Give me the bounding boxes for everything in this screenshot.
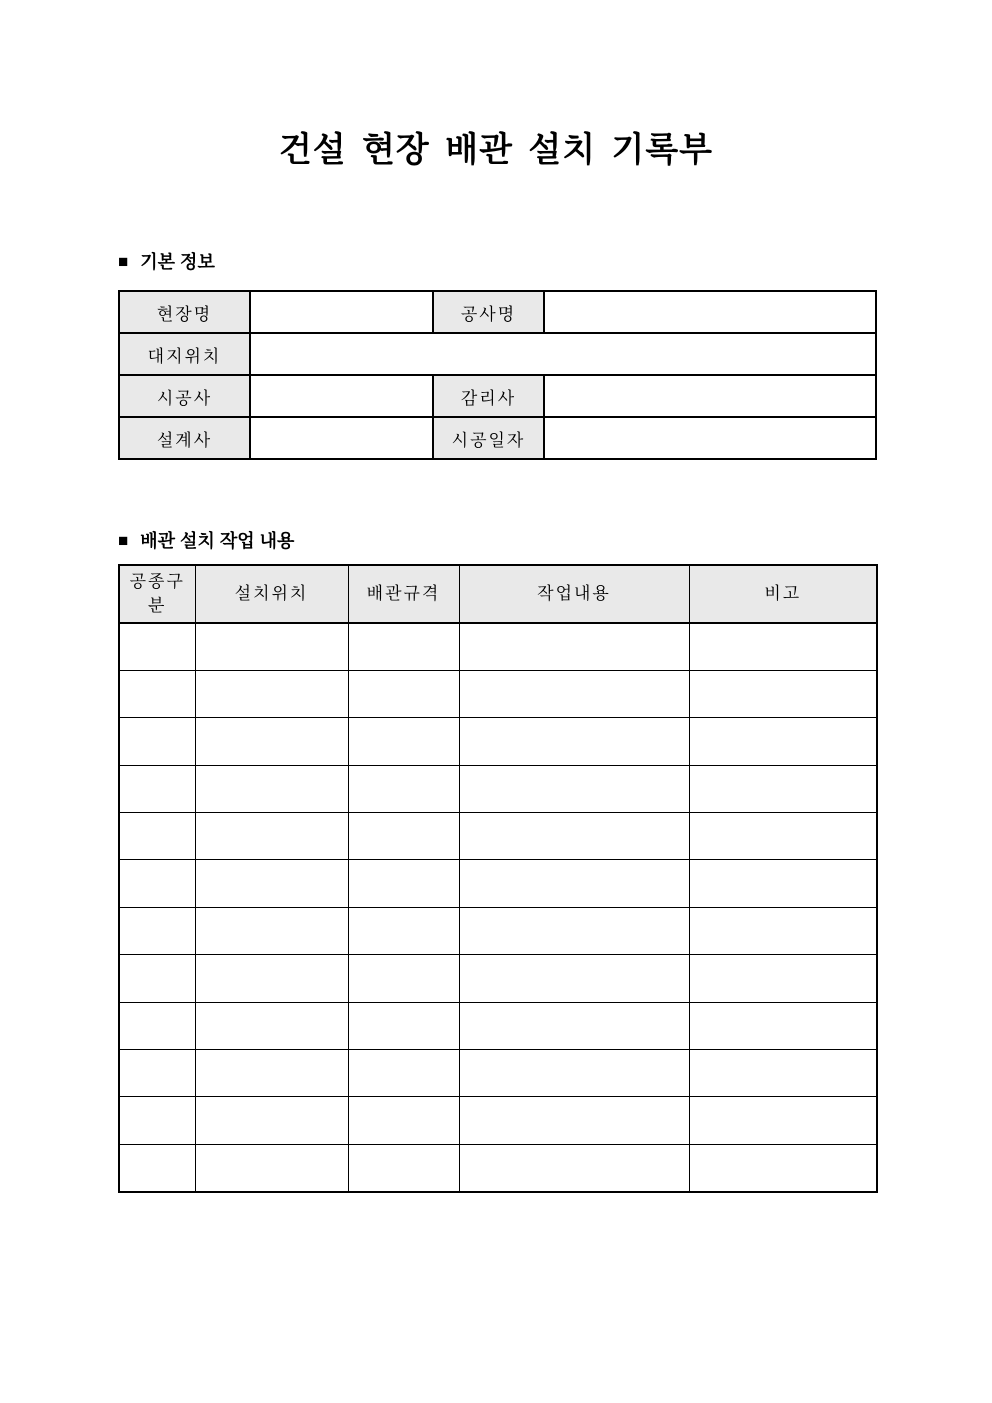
col-header-remarks: 비고: [689, 565, 877, 623]
col-header-install-location: 설치위치: [195, 565, 348, 623]
work-table-cell[interactable]: [119, 813, 195, 860]
work-table-cell[interactable]: [195, 907, 348, 954]
supervisor-label: 감리사: [433, 375, 544, 417]
work-table-cell[interactable]: [119, 670, 195, 717]
work-table-cell[interactable]: [119, 718, 195, 765]
work-table-cell[interactable]: [195, 1097, 348, 1144]
construction-name-label: 공사명: [433, 291, 544, 333]
work-table-cell[interactable]: [689, 955, 877, 1002]
work-table-cell[interactable]: [459, 1097, 689, 1144]
construction-date-value[interactable]: [544, 417, 876, 459]
work-table-row: [119, 623, 877, 670]
basic-info-row: [119, 417, 876, 459]
work-table-cell[interactable]: [689, 907, 877, 954]
col-header-work-content: 작업내용: [459, 565, 689, 623]
work-table-row: [119, 1050, 877, 1097]
work-table-cell[interactable]: [348, 1050, 459, 1097]
work-table-cell[interactable]: [348, 670, 459, 717]
work-table-cell[interactable]: [348, 1002, 459, 1049]
work-table-cell[interactable]: [459, 1144, 689, 1191]
work-table-cell[interactable]: [459, 670, 689, 717]
basic-info-row: [119, 333, 876, 375]
work-table-cell[interactable]: [119, 765, 195, 812]
work-table-cell[interactable]: [195, 670, 348, 717]
work-table-cell[interactable]: [689, 860, 877, 907]
work-table-row: [119, 670, 877, 717]
work-table-cell[interactable]: [348, 1097, 459, 1144]
work-table-row: [119, 765, 877, 812]
work-table-row: [119, 1097, 877, 1144]
work-table-cell[interactable]: [459, 1002, 689, 1049]
work-table-cell[interactable]: [348, 1144, 459, 1191]
work-table-cell[interactable]: [459, 813, 689, 860]
black-square-icon: ■: [118, 252, 129, 271]
work-table-row: [119, 1144, 877, 1191]
work-table-cell[interactable]: [689, 1050, 877, 1097]
constructor-value[interactable]: [250, 375, 433, 417]
work-table-cell[interactable]: [689, 1097, 877, 1144]
basic-info-row: [119, 375, 876, 417]
work-table-cell[interactable]: [459, 623, 689, 670]
work-table-row: [119, 1002, 877, 1049]
work-table-cell[interactable]: [195, 765, 348, 812]
work-table-cell[interactable]: [348, 813, 459, 860]
work-table-cell[interactable]: [195, 1002, 348, 1049]
work-table-cell[interactable]: [459, 765, 689, 812]
work-table-cell[interactable]: [119, 1050, 195, 1097]
work-table-cell[interactable]: [689, 1144, 877, 1191]
work-table-cell[interactable]: [119, 955, 195, 1002]
section-heading-work-details-label: 배관 설치 작업 내용: [140, 531, 295, 551]
work-table-row: [119, 907, 877, 954]
work-table-cell[interactable]: [348, 718, 459, 765]
basic-info-row: [119, 291, 876, 333]
work-table-cell[interactable]: [195, 1144, 348, 1191]
construction-name-value[interactable]: [544, 291, 876, 333]
work-table-cell[interactable]: [195, 860, 348, 907]
work-table-cell[interactable]: [119, 860, 195, 907]
work-table-header-row: [119, 565, 877, 623]
col-header-pipe-spec: 배관규격: [348, 565, 459, 623]
work-table-cell[interactable]: [195, 955, 348, 1002]
work-table-cell[interactable]: [689, 1002, 877, 1049]
work-table-cell[interactable]: [459, 860, 689, 907]
work-table-cell[interactable]: [459, 907, 689, 954]
work-table-cell[interactable]: [459, 718, 689, 765]
work-table-cell[interactable]: [348, 765, 459, 812]
work-table-cell[interactable]: [348, 623, 459, 670]
work-table-row: [119, 860, 877, 907]
work-details-table: [118, 564, 878, 1193]
work-table-cell[interactable]: [119, 907, 195, 954]
work-table-cell[interactable]: [689, 670, 877, 717]
section-heading-work-details: [118, 530, 294, 552]
page-title: 건설 현장 배관 설치 기록부: [278, 131, 714, 169]
work-table-cell[interactable]: [689, 718, 877, 765]
work-table-cell[interactable]: [119, 623, 195, 670]
site-location-value[interactable]: [250, 333, 876, 375]
site-name-label: 현장명: [119, 291, 250, 333]
work-table-row: [119, 718, 877, 765]
section-heading-basic-info-label: 기본 정보: [140, 252, 215, 272]
designer-value[interactable]: [250, 417, 433, 459]
basic-info-table: [118, 290, 877, 460]
work-table-cell[interactable]: [459, 1050, 689, 1097]
work-table-body: [119, 623, 877, 1192]
site-location-label: 대지위치: [119, 333, 250, 375]
work-table-cell[interactable]: [119, 1002, 195, 1049]
work-table-cell[interactable]: [195, 718, 348, 765]
work-table-cell[interactable]: [689, 765, 877, 812]
constructor-label: 시공사: [119, 375, 250, 417]
work-table-cell[interactable]: [348, 860, 459, 907]
work-table-cell[interactable]: [689, 813, 877, 860]
construction-date-label: 시공일자: [433, 417, 544, 459]
designer-label: 설계사: [119, 417, 250, 459]
work-table-cell[interactable]: [689, 623, 877, 670]
work-table-cell[interactable]: [195, 623, 348, 670]
work-table-cell[interactable]: [119, 1097, 195, 1144]
site-name-value[interactable]: [250, 291, 433, 333]
supervisor-value[interactable]: [544, 375, 876, 417]
col-header-work-type: 공종구분: [119, 565, 195, 623]
work-table-cell[interactable]: [348, 955, 459, 1002]
work-table-cell[interactable]: [348, 907, 459, 954]
work-table-row: [119, 813, 877, 860]
black-square-icon: ■: [118, 531, 129, 550]
work-table-cell[interactable]: [195, 1050, 348, 1097]
work-table-cell[interactable]: [459, 955, 689, 1002]
work-table-row: [119, 955, 877, 1002]
work-table-cell[interactable]: [119, 1144, 195, 1191]
work-table-cell[interactable]: [195, 813, 348, 860]
section-heading-basic-info: [118, 251, 215, 273]
